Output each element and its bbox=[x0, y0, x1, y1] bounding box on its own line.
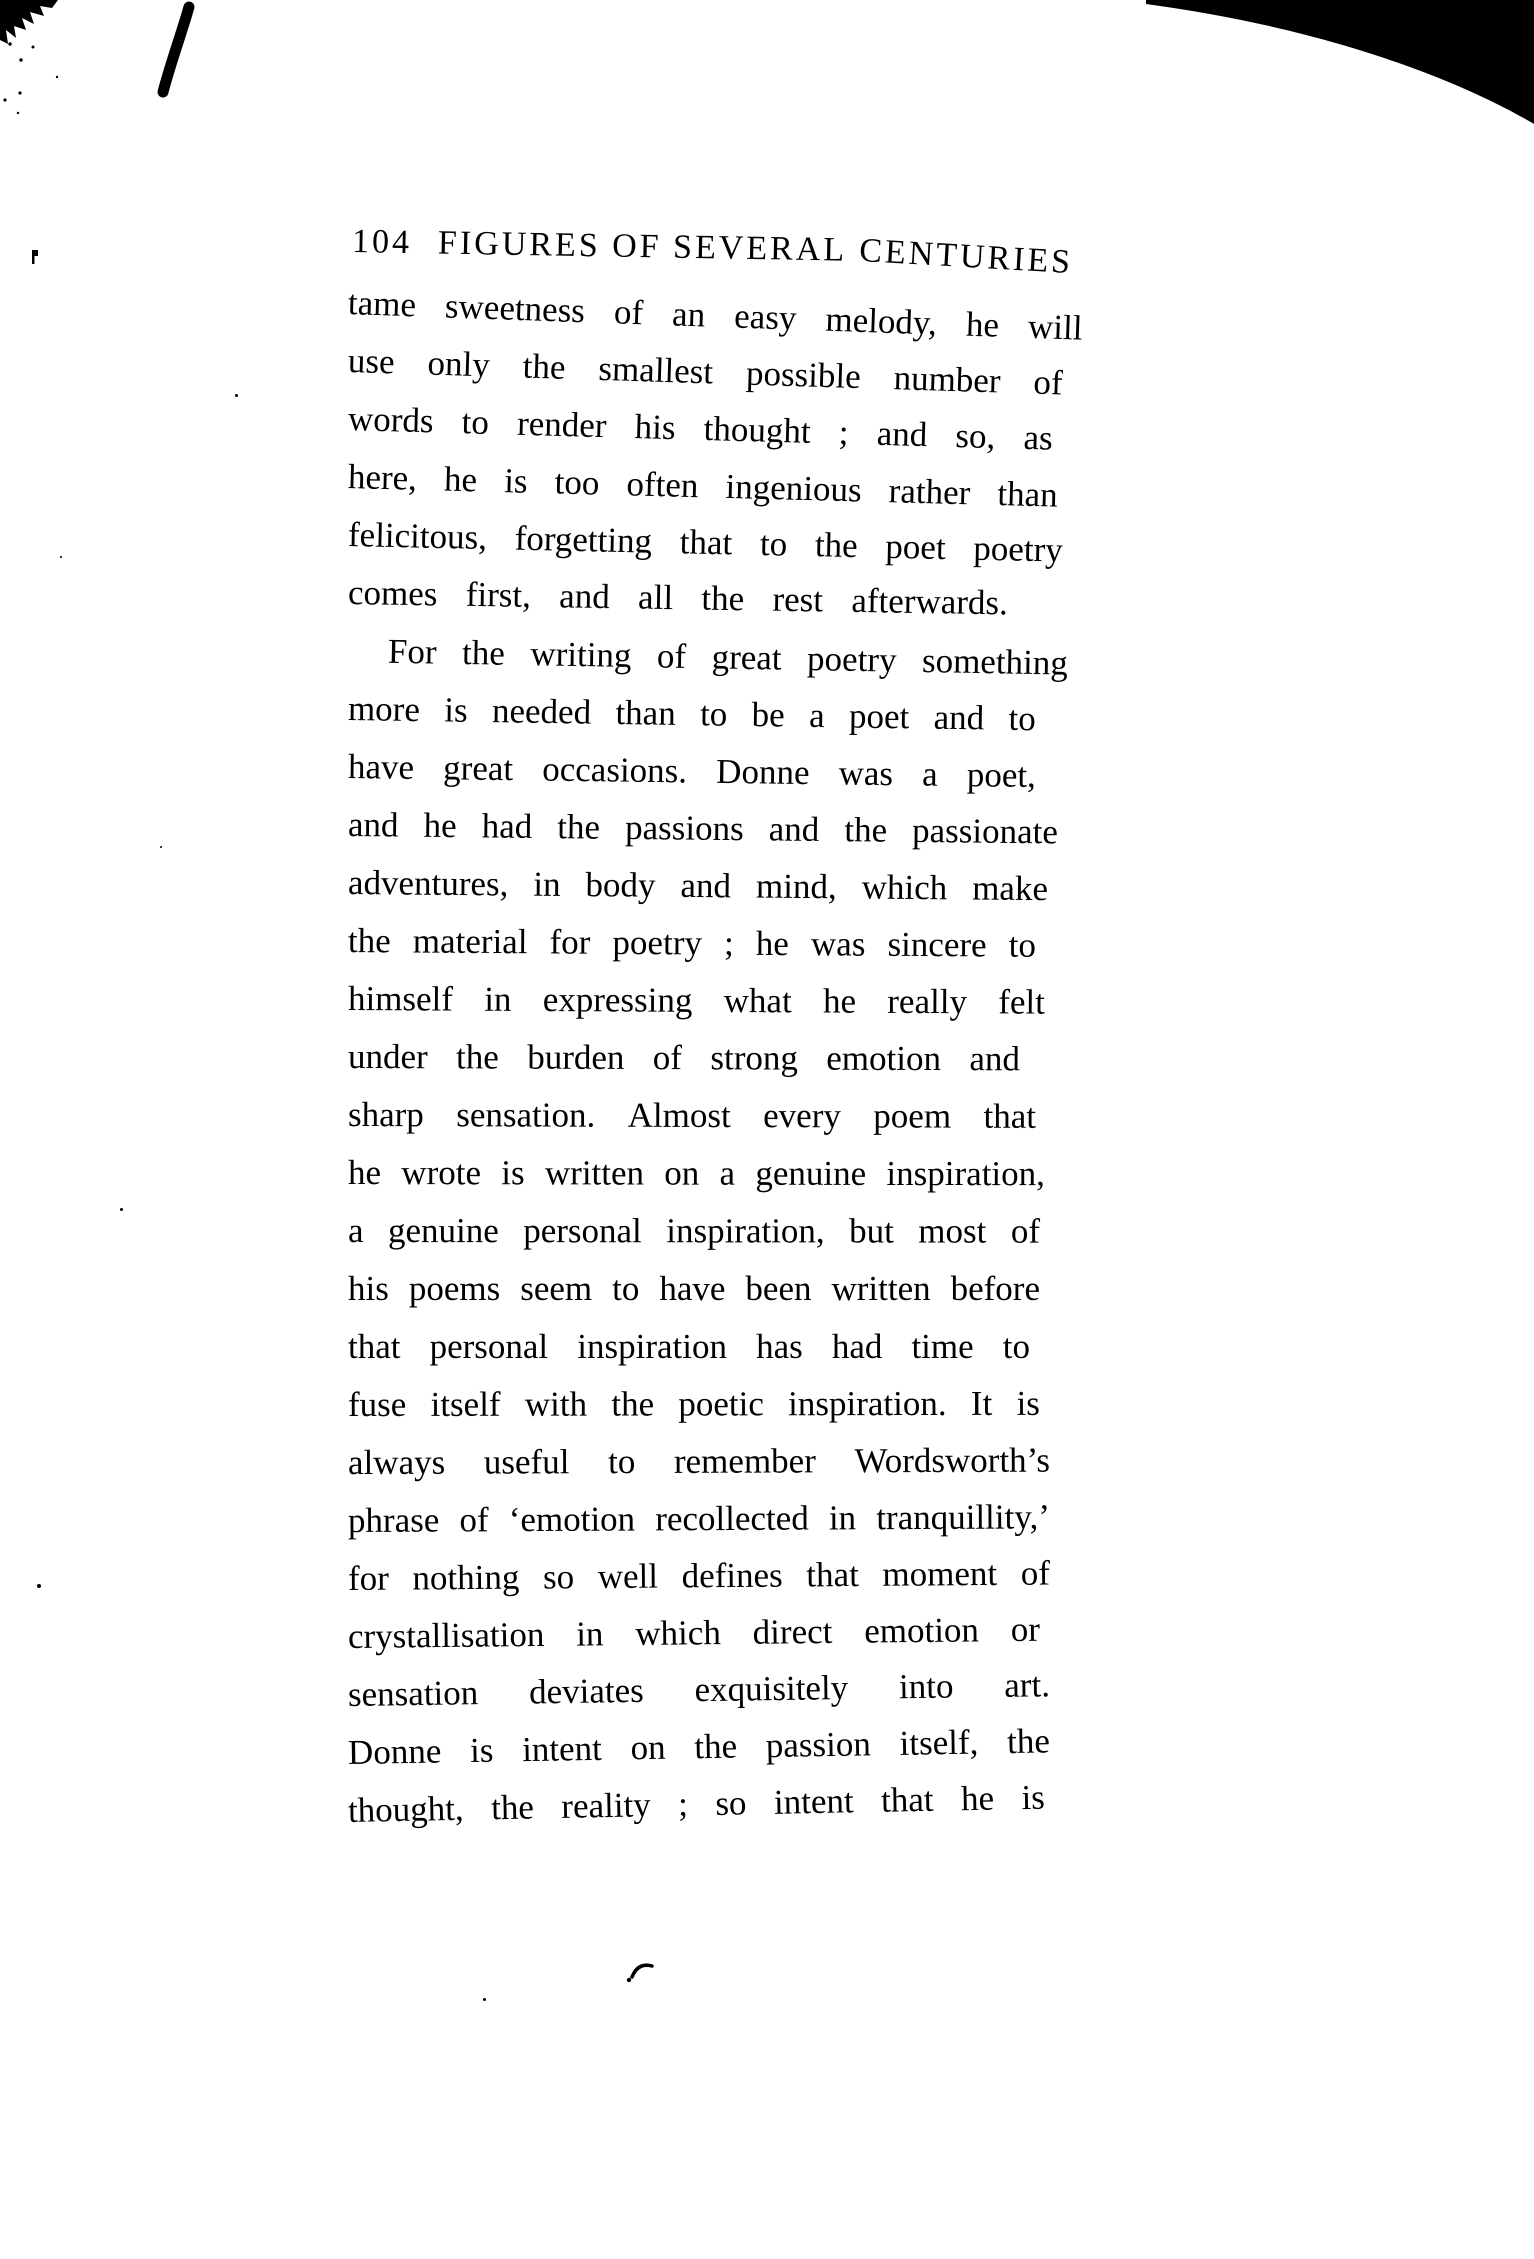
word: genuine bbox=[387, 1211, 499, 1251]
text-line bbox=[348, 1318, 1030, 1376]
stray-curl-mark bbox=[620, 1950, 670, 1995]
text-line bbox=[348, 680, 1037, 748]
word: had bbox=[481, 806, 533, 846]
word: and bbox=[933, 697, 985, 738]
word: emotion bbox=[826, 1038, 942, 1079]
word: he bbox=[960, 1778, 995, 1819]
word: and bbox=[969, 1039, 1021, 1079]
word: personal bbox=[429, 1327, 549, 1366]
word: melody, bbox=[824, 299, 938, 343]
word: ; bbox=[838, 412, 850, 452]
word: Wordsworth’s bbox=[854, 1440, 1051, 1481]
word: in bbox=[828, 1498, 857, 1538]
word: reality bbox=[560, 1785, 652, 1826]
word: so, bbox=[954, 415, 996, 457]
word: have bbox=[659, 1269, 726, 1308]
word: and bbox=[768, 809, 820, 849]
word: poet bbox=[885, 526, 947, 568]
word: under bbox=[347, 1037, 428, 1077]
word: direct bbox=[752, 1611, 833, 1652]
word: ; bbox=[677, 1784, 689, 1824]
word: the bbox=[814, 525, 859, 566]
word: the bbox=[694, 1726, 738, 1767]
word: the bbox=[522, 346, 567, 387]
word: of bbox=[1010, 1211, 1041, 1251]
word: poetic bbox=[678, 1384, 764, 1424]
word: most bbox=[918, 1211, 987, 1251]
word: sensation. bbox=[456, 1095, 596, 1135]
word: phrase bbox=[347, 1500, 440, 1540]
word: itself, bbox=[899, 1722, 979, 1763]
ink-blotch-top-left bbox=[0, 0, 80, 130]
word: he bbox=[347, 1153, 382, 1193]
word: to bbox=[699, 694, 728, 734]
word: burden bbox=[527, 1037, 625, 1077]
word: more bbox=[347, 689, 421, 730]
word: expressing bbox=[542, 980, 693, 1020]
word: to bbox=[612, 1269, 640, 1308]
word: here, bbox=[347, 457, 418, 498]
word: Donne bbox=[715, 751, 810, 793]
text-line bbox=[348, 1544, 1050, 1608]
word: the bbox=[490, 1787, 535, 1828]
body-text bbox=[348, 274, 1083, 1840]
ink-speck bbox=[483, 1998, 486, 2001]
word: ‘emotion bbox=[508, 1499, 636, 1540]
text-line bbox=[348, 1260, 1040, 1318]
word: thought, bbox=[347, 1788, 465, 1830]
text-line bbox=[348, 1375, 1040, 1434]
word: moment bbox=[882, 1553, 998, 1594]
word: exquisitely bbox=[694, 1668, 849, 1710]
word: genuine bbox=[755, 1153, 867, 1193]
text-line bbox=[348, 564, 1009, 632]
word: number bbox=[893, 358, 1002, 401]
word: and bbox=[558, 576, 611, 617]
word: he bbox=[965, 304, 1000, 345]
word: rather bbox=[888, 471, 971, 513]
running-title-end: CENTURIES bbox=[858, 231, 1075, 282]
word: for bbox=[347, 1558, 389, 1598]
ink-speck bbox=[120, 1208, 123, 1211]
text-line bbox=[348, 1601, 1041, 1666]
word: the bbox=[844, 810, 888, 850]
word: was bbox=[810, 924, 866, 964]
word: his bbox=[634, 407, 677, 448]
word: tranquillity,’ bbox=[876, 1497, 1051, 1538]
word: that bbox=[983, 1096, 1037, 1136]
word: afterwards. bbox=[851, 580, 1009, 623]
word: a bbox=[347, 1211, 364, 1251]
word: in bbox=[533, 864, 561, 904]
word: to bbox=[607, 1441, 636, 1482]
word: often bbox=[626, 464, 699, 506]
text-line bbox=[348, 1086, 1036, 1146]
word: in bbox=[484, 979, 512, 1019]
word: inspiration bbox=[577, 1327, 727, 1366]
word: for bbox=[549, 922, 591, 962]
word: the bbox=[611, 1384, 655, 1424]
word: deviates bbox=[528, 1670, 645, 1712]
word: before bbox=[950, 1269, 1040, 1308]
word: inspiration, bbox=[666, 1211, 825, 1251]
word: to bbox=[1008, 925, 1037, 965]
word: poetry bbox=[806, 639, 897, 680]
word: intent bbox=[773, 1781, 854, 1822]
word: what bbox=[723, 980, 792, 1021]
word: poems bbox=[408, 1269, 501, 1308]
word: than bbox=[996, 474, 1059, 515]
word: felicitous, bbox=[347, 515, 488, 558]
word: been bbox=[745, 1269, 812, 1308]
word: have bbox=[347, 747, 415, 787]
word: Donne bbox=[347, 1731, 442, 1772]
word: to bbox=[759, 523, 788, 564]
ink-speck bbox=[160, 846, 162, 848]
word: will bbox=[1027, 306, 1084, 348]
word: has bbox=[756, 1327, 803, 1366]
word: possible bbox=[745, 353, 862, 397]
word: passions bbox=[624, 807, 744, 849]
word: Almost bbox=[627, 1095, 731, 1136]
word: himself bbox=[347, 979, 454, 1019]
word: itself bbox=[430, 1384, 501, 1424]
text-line bbox=[348, 1432, 1050, 1492]
word: that bbox=[348, 1327, 401, 1366]
word: the bbox=[461, 632, 506, 673]
word: he bbox=[423, 805, 457, 846]
word: too bbox=[554, 462, 600, 503]
word: was bbox=[838, 753, 894, 794]
word: he bbox=[443, 459, 478, 500]
page-header bbox=[351, 223, 1075, 282]
word: and bbox=[347, 805, 399, 845]
word: of bbox=[1020, 1553, 1051, 1593]
word: make bbox=[972, 868, 1049, 909]
word: something bbox=[921, 641, 1069, 683]
word: strong bbox=[710, 1038, 798, 1078]
word: material bbox=[412, 921, 528, 962]
word: intent bbox=[521, 1728, 603, 1770]
word: mind, bbox=[755, 866, 837, 907]
text-line bbox=[348, 1202, 1040, 1261]
text-line bbox=[348, 1144, 1045, 1203]
word: every bbox=[763, 1096, 841, 1136]
word: emotion bbox=[864, 1610, 980, 1651]
word: ; bbox=[723, 923, 734, 963]
word: rest bbox=[772, 579, 824, 620]
word: wrote bbox=[401, 1153, 482, 1193]
word: felt bbox=[998, 982, 1046, 1022]
word: defines bbox=[681, 1555, 783, 1596]
word: he bbox=[822, 981, 857, 1021]
word: words bbox=[347, 399, 435, 441]
word: passionate bbox=[911, 810, 1059, 852]
ink-speck bbox=[37, 1584, 41, 1588]
word: the bbox=[557, 807, 601, 847]
word: sincere bbox=[887, 924, 987, 965]
ink-speck bbox=[235, 394, 238, 397]
word: so bbox=[542, 1557, 575, 1597]
text-line bbox=[348, 970, 1045, 1032]
word: is bbox=[469, 1730, 494, 1770]
word: thought bbox=[703, 408, 812, 451]
word: poetry bbox=[972, 528, 1064, 570]
word: inspiration, bbox=[886, 1153, 1045, 1194]
word: adventures, bbox=[347, 863, 509, 904]
word: the bbox=[347, 921, 391, 961]
word: of bbox=[613, 292, 644, 333]
word: the bbox=[1006, 1721, 1051, 1762]
word: his bbox=[348, 1269, 389, 1308]
word: is bbox=[444, 690, 468, 730]
word: and bbox=[876, 413, 928, 455]
word: seem bbox=[520, 1269, 593, 1308]
word: he bbox=[755, 923, 790, 964]
word: which bbox=[861, 867, 948, 908]
word: poem bbox=[873, 1096, 952, 1136]
word: well bbox=[597, 1556, 659, 1597]
word: a bbox=[921, 754, 938, 794]
word: on bbox=[664, 1153, 700, 1193]
text-line bbox=[347, 1769, 1045, 1840]
word: It bbox=[970, 1383, 993, 1423]
word: of bbox=[1032, 362, 1064, 403]
word: on bbox=[630, 1727, 666, 1768]
word: a bbox=[808, 695, 825, 736]
word: useful bbox=[483, 1442, 570, 1482]
word: crystallisation bbox=[347, 1614, 545, 1656]
word: the bbox=[456, 1037, 499, 1077]
word: easy bbox=[733, 296, 798, 338]
word: had bbox=[831, 1327, 883, 1366]
word: nothing bbox=[412, 1557, 520, 1598]
word: recollected bbox=[655, 1498, 809, 1539]
word: sensation bbox=[347, 1673, 479, 1714]
word: and bbox=[680, 865, 732, 906]
word: remember bbox=[673, 1441, 816, 1481]
word: only bbox=[426, 343, 491, 385]
word: passion bbox=[765, 1724, 872, 1766]
scan-shadow-top-right bbox=[0, 0, 1534, 140]
running-title-start: FIGURES OF SEVERAL bbox=[437, 224, 858, 269]
text-line bbox=[348, 1028, 1020, 1088]
page-number: 104 bbox=[351, 223, 413, 262]
word: which bbox=[635, 1613, 722, 1653]
running-title bbox=[437, 224, 1075, 282]
word: great bbox=[442, 748, 514, 789]
word: poet bbox=[848, 696, 910, 737]
word: that bbox=[880, 1779, 934, 1820]
word: body bbox=[585, 865, 656, 905]
word: smallest bbox=[597, 348, 714, 392]
word: is bbox=[1016, 1383, 1040, 1423]
word: is bbox=[501, 1153, 525, 1193]
word: first, bbox=[465, 574, 532, 615]
word: ingenious bbox=[725, 466, 863, 510]
word: For bbox=[387, 631, 437, 672]
ink-slash-mark bbox=[150, 0, 210, 110]
word: or bbox=[1010, 1609, 1041, 1650]
word: the bbox=[701, 578, 745, 619]
word: inspiration. bbox=[788, 1383, 947, 1424]
word: poet, bbox=[966, 755, 1037, 796]
word: with bbox=[524, 1384, 588, 1424]
text-line bbox=[348, 854, 1048, 918]
word: be bbox=[751, 694, 786, 735]
word: that bbox=[679, 522, 733, 563]
ink-speck bbox=[60, 556, 62, 558]
word: art. bbox=[1003, 1665, 1051, 1705]
word: to bbox=[1008, 698, 1037, 739]
ink-fleck-left-margin bbox=[31, 250, 43, 266]
word: use bbox=[347, 341, 396, 382]
word: to bbox=[1002, 1327, 1030, 1366]
word: personal bbox=[523, 1211, 642, 1251]
word: comes bbox=[347, 573, 438, 614]
word: great bbox=[711, 637, 782, 678]
word: is bbox=[503, 461, 529, 501]
word: an bbox=[671, 294, 706, 335]
word: time bbox=[911, 1327, 974, 1366]
word: that bbox=[806, 1554, 859, 1595]
text-line bbox=[348, 738, 1037, 805]
word: always bbox=[347, 1442, 446, 1482]
word: written bbox=[544, 1153, 645, 1193]
word: into bbox=[898, 1666, 954, 1707]
text-line bbox=[348, 1488, 1050, 1550]
word: occasions. bbox=[542, 749, 688, 791]
word: written bbox=[831, 1269, 931, 1308]
word: as bbox=[1022, 417, 1054, 458]
word: but bbox=[849, 1211, 894, 1251]
word: poetry bbox=[612, 922, 703, 963]
word: in bbox=[575, 1614, 604, 1654]
word: all bbox=[637, 577, 674, 618]
word: render bbox=[516, 403, 608, 446]
word: writing bbox=[530, 634, 632, 675]
word: fuse bbox=[347, 1384, 407, 1424]
word: to bbox=[461, 402, 490, 442]
word: so bbox=[714, 1783, 747, 1823]
word: of bbox=[652, 1038, 683, 1078]
word: sweetness bbox=[444, 286, 586, 331]
word: needed bbox=[491, 691, 592, 732]
text-line bbox=[348, 796, 1059, 861]
word: than bbox=[615, 692, 677, 733]
word: sharp bbox=[347, 1095, 424, 1135]
word: is bbox=[1021, 1777, 1046, 1818]
word: really bbox=[887, 981, 968, 1022]
word: tame bbox=[347, 283, 417, 325]
word: of bbox=[656, 636, 687, 676]
word: forgetting bbox=[514, 518, 653, 561]
text-line bbox=[348, 912, 1036, 975]
word: a bbox=[719, 1153, 736, 1193]
word: of bbox=[459, 1500, 489, 1540]
